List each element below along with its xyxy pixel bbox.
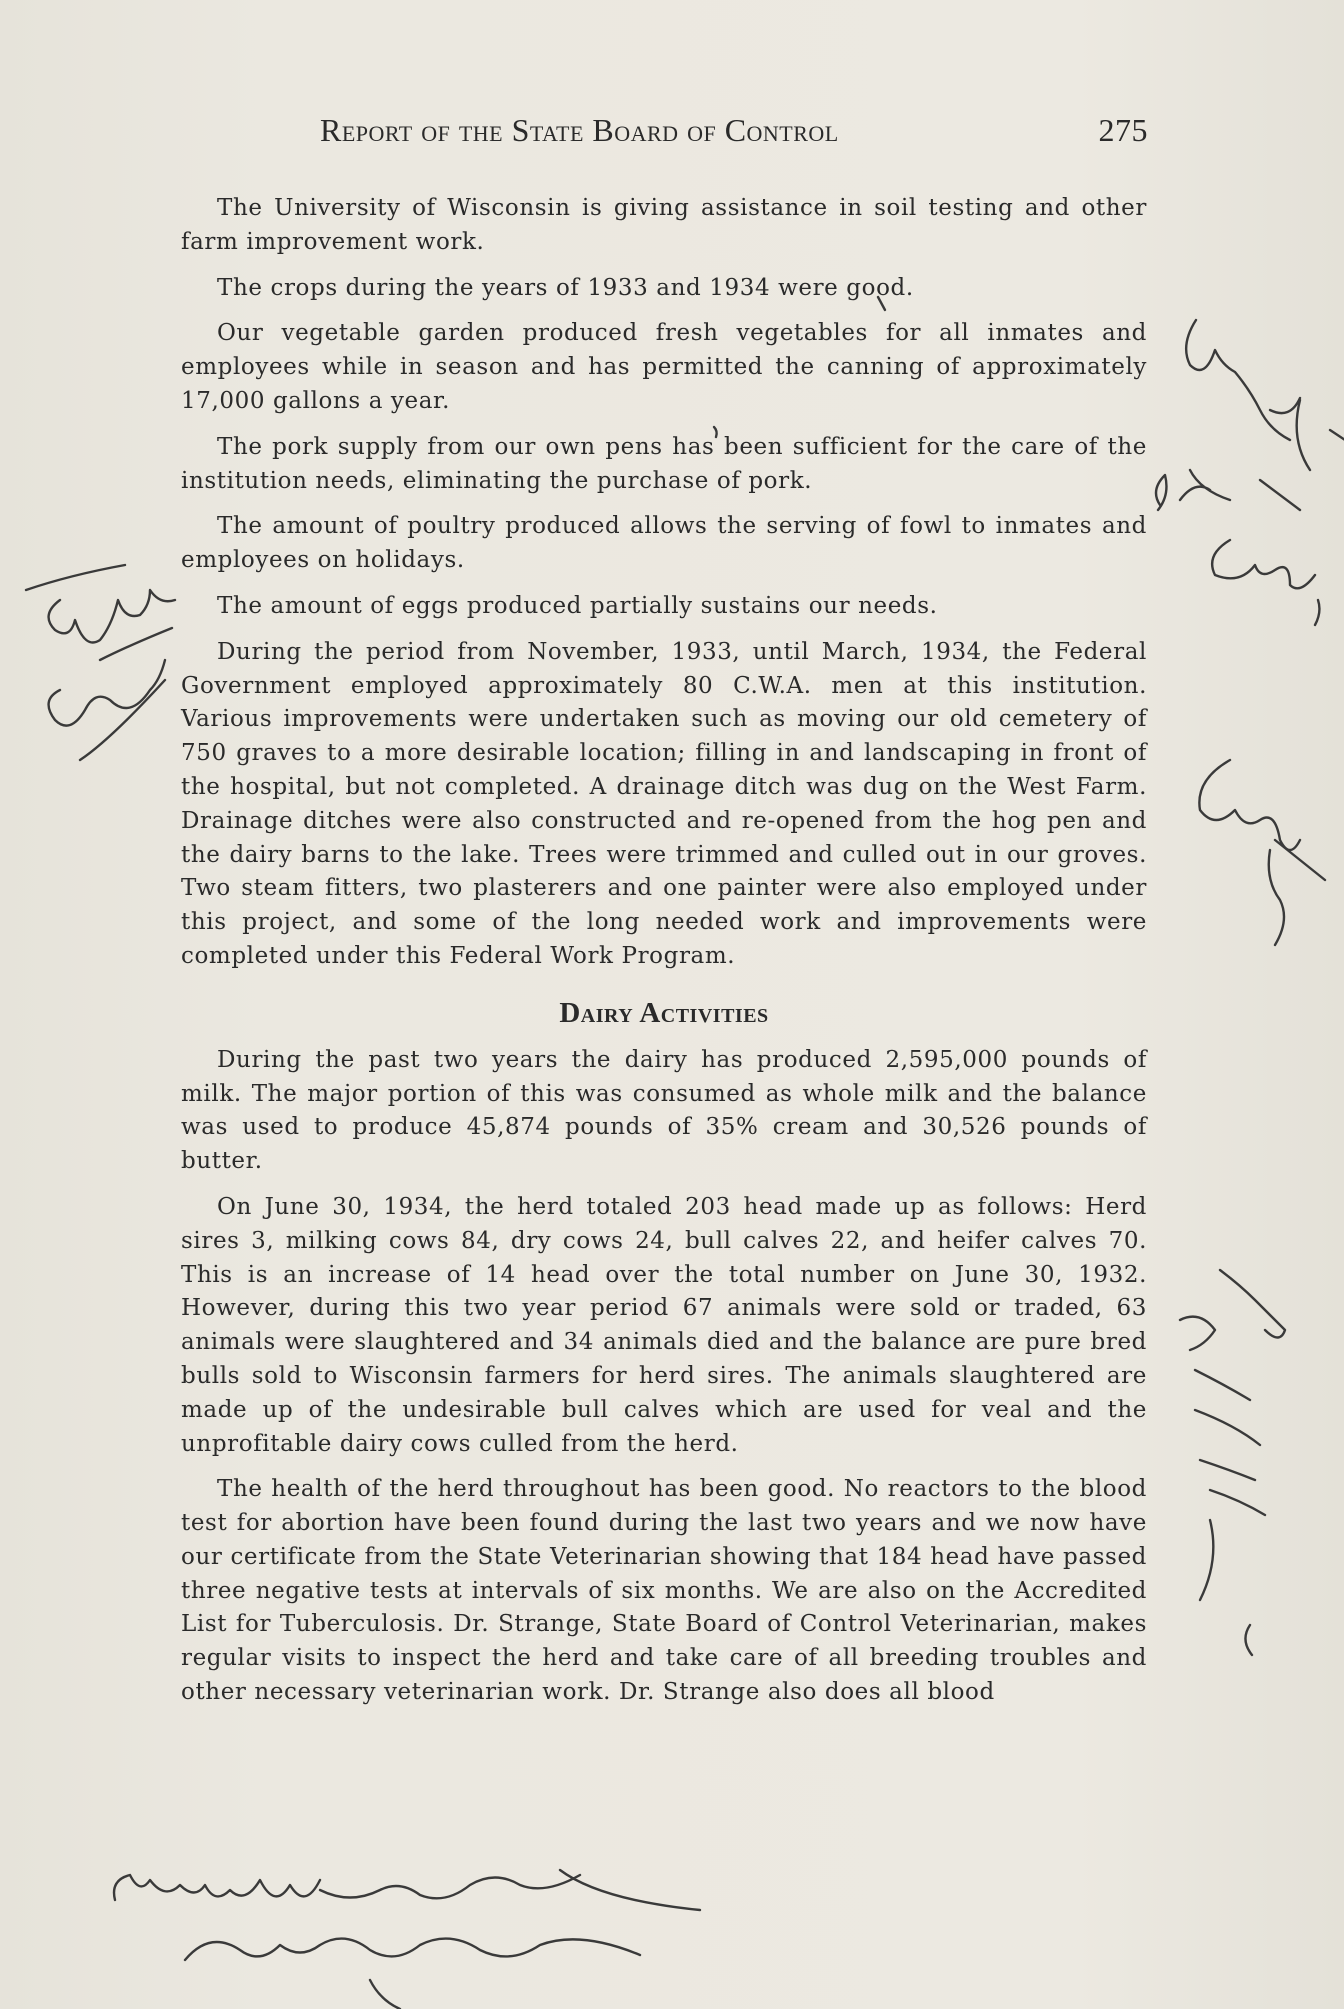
paragraph-poultry: The amount of poultry produced allows the serving of fowl to inmates and employees on holidays.: [181, 513, 1147, 574]
page-number: 275: [1098, 112, 1148, 148]
paragraph-pork-supply: The pork supply from our own pens has been sufficient for the care of the institution needs, eliminating the purchase of pork.: [181, 433, 1147, 494]
handwritten-margin-note-5: [1180, 1270, 1285, 1655]
paragraph-eggs: The amount of eggs produced partially sustains our needs.: [217, 592, 938, 619]
section-title-dairy: Dairy Activities: [559, 996, 769, 1029]
paragraph-soil-testing: The University of Wisconsin is giving assistance in soil testing and other farm improvement work.: [181, 195, 1147, 255]
handwritten-margin-note-1: [1186, 320, 1344, 470]
handwritten-margin-note-3: [1212, 540, 1319, 625]
running-title: Report of the State Board of Control: [320, 112, 839, 148]
paragraph-herd-health: The health of the herd throughout has been good. No reactors to the blood test for abortion have been found during the last two years and we now have our certificate from the State Veterinarian showing that 184 head have passed three negative tests at intervals of six months. We are also on the Accredited List for Tuberculosis. Dr. Strange, State Board of Control Veterinarian, makes regular visits to inspect the herd and take care of all breeding troubles and other necessary veterinarian work. Dr. Strange also does all blood: [181, 1476, 1147, 1706]
handwritten-margin-note-2: [1156, 470, 1300, 510]
handwritten-left-margin-note: [26, 565, 175, 760]
body-text: [181, 192, 1147, 1722]
paragraph-vegetable-garden: Our vegetable garden produced fresh vegetables for all inmates and employees while in season and has permitted the canning of approximately 17,000 gallons a year.: [181, 320, 1147, 414]
handwritten-margin-note-4: [1199, 760, 1325, 945]
handwritten-bottom-note: [114, 1870, 700, 2009]
paragraph-milk-production: During the past two years the dairy has produced 2,595,000 pounds of milk. The major portion of this was consumed as whole milk and the balance was used to produce 45,874 pounds of 35% cream and 30,526 pounds of butter.: [181, 1046, 1147, 1175]
paragraph-federal-work: During the period from November, 1933, until March, 1934, the Federal Government employed approximately 80 C.W.A. men at this institution. Various improvements were undertaken such as moving our old cemetery of 750 graves to a more desirable location; filling in and landscaping in front of the hospital, but not completed. A drainage ditch was dug on the West Farm. Drainage ditches were also constructed and re-opened from the hog pen and the dairy barns to the lake. Trees were trimmed and culled out in our groves. Two steam fitters, two plasterers and one painter were also employed under this project, and some of the long needed work and improvements were completed under this Federal Work Program.: [181, 638, 1147, 969]
paragraph-crops: The crops during the years of 1933 and 1934 were good.: [217, 274, 914, 301]
paragraph-herd-totals: On June 30, 1934, the herd totaled 203 head made up as follows: Herd sires 3, milking cows 84, dry cows 24, bull calves 22, and heifer calves 70. This is an increase of 14 head over the total number on June 30, 1932. However, during this two year period 67 animals were sold or traded, 63 animals were slaughtered and 34 animals died and the balance are pure bred bulls sold to Wisconsin farmers for herd sires. The animals slaughtered are made up of the undesirable bull calves which are used for veal and the unprofitable dairy cows culled from the herd.: [181, 1193, 1147, 1457]
page-header: [320, 112, 1148, 162]
